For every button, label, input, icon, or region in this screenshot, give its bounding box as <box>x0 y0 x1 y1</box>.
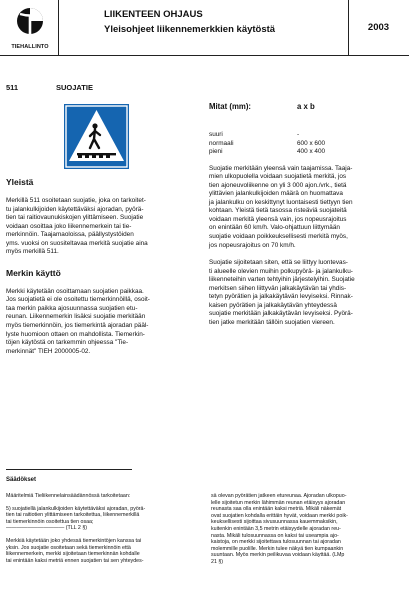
table-row <box>209 148 325 157</box>
header-title: LIIKENTEEN OHJAUS <box>104 9 203 20</box>
footnote-placement-rule-cont: sä olevan pyörätien jatkeen etureunaa. Ajoradan ulkopuo- lelle sijoitetun merkin lähimmän reunan etäisyys ajoradan reunasta saa olla enintään kaksi metriä. Mikäli näkemät ovat suojatien kohdalla erittäin hyvät, voidaan merkki poik- keuksellisesti sijoittaa sivusuunnassa kauemmaksikin, kuitenkin enintään 3,5 metrin etäisyydelle ajoradan reu- nasta. Mikäli tulosuunnassa on kaksi tai useampia ajo- kaistoja, on merkki sijoitettava tulosuunnan tai ajoradan molemmille puolille. Merkin tulee näkyä tien kumpaankin suuntaan. Myös merkin peilikuvaa voidaan käyttää. (LMp 21 §) <box>211 493 348 565</box>
page-header <box>0 0 409 56</box>
heading-general: Yleistä <box>6 177 34 187</box>
footnote-definition-intro: Määritelmiä Tieliikennelainsäädännössä tarkoitetaan: <box>6 493 131 499</box>
table-row <box>209 131 325 140</box>
size-value: 400 x 400 <box>297 148 326 156</box>
pedestrian-crossing-sign-icon <box>64 104 129 169</box>
tiehallinto-logo <box>6 6 54 52</box>
table-row <box>209 140 325 149</box>
header-divider <box>58 0 59 56</box>
logo-text: TIEHALLINTO <box>11 44 49 50</box>
size-value: - <box>297 131 300 138</box>
general-paragraph: Merkillä 511 osoitetaan suojatie, joka on tarkoitet- tu jalankulkijoiden käytettäväksi ajoradan, pyörä- tien tai raitiovaunukiskojen ylittämiseen. Suojatie voidaan osoittaa joko liikennemerkein tai tie- merkinnöin. Taajamaoloissa, päällystystöiden yms. vuoksi on suositeltavaa merkitä suojatie aina myös merkillä 511. <box>6 197 148 256</box>
footnote-definition: 5) suojatiellä jalankulkijoiden käytettäväksi ajoradan, pyörä- tien tai raitiotien ylittämiseen tarkoitettua, liikennemerkillä tai tiemerkinnöin osoitettua tien osaa; ——————————— (TLL 2 §) <box>6 505 146 532</box>
usage-paragraph: Suojatie merkitään yleensä vain taajamissa. Taaja- mien ulkopuolella voidaan suojatietä merkitä, jos tien ajoneuvoliikenne on yli 3 000 ajon./vrk., tietä ylittävien jalankulkijoiden määrä on huomattava ja jalankulku on keskittynyt luontaisesti tiettyyn tien kohtaan. Yleistä tietä tasossa risteäviä suojateitä voidaan merkitä yleensä vain, jos nopeusrajoitus on enintään 60 km/h. Valo-ohjattuun liittymään suojatie voidaan poikkeuksellisesti merkitä myös, jos nopeusrajoitus on 70 km/h. <box>209 164 353 249</box>
section-number: 511 <box>6 83 19 92</box>
footnote-left <box>6 493 202 564</box>
size-name: suuri <box>209 131 223 138</box>
footnote-placement-rule: Merkkiä käytetään joko yhdessä tiemerkintöjen kanssa tai yksin. Jos suojatie osoitetaan sekä tiemerkinnöin että liikennemerkein, merkki sijoitetaan tiemerkinnän kohdalle tai enintään kaksi metriä ennen suojatien tai sen yhteydes- <box>6 537 144 564</box>
footnote-right <box>211 493 404 566</box>
heading-sign-use: Merkin käyttö <box>6 267 61 278</box>
right-column <box>209 103 404 327</box>
dimensions-header-row <box>209 103 325 117</box>
placement-paragraph: Suojatie sijoitetaan siten, että se liittyy luontevas- ti alueelle olevien muihin polkupyörä- ja jalankulku- liikenneteihin varten tehtyihin järjestelyihin. Suojatie merkitsen siihen liittyvän jalkakäytävän tai yhdis- tetyn pyörätien ja jalkakäytävän levyiseksi. Rinnak- kaisen pyörätien ja jalkakäytävän yhteydessä suojatie merkitään jalkakäytävän levyiseksi. Pyörä- tien jatke merkitään tällöin suojatien viereen. <box>209 259 355 326</box>
dimensions-label: Mitat (mm): <box>209 102 252 111</box>
header-year: 2003 <box>367 22 390 33</box>
section-title: SUOJATIE <box>56 83 93 92</box>
dimensions-table <box>209 103 325 157</box>
size-name: normaali <box>209 139 234 147</box>
left-column <box>6 177 198 356</box>
size-name: pieni <box>209 148 223 156</box>
footnote-divider <box>6 469 132 470</box>
tiehallinto-logo-icon <box>16 6 44 36</box>
dimensions-cols: a x b <box>297 102 315 111</box>
header-subtitle: Yleisohjeet liikennemerkkien käytöstä <box>104 24 276 35</box>
size-value: 600 x 600 <box>297 139 326 147</box>
footnote-heading: Säädökset <box>6 477 37 483</box>
sign-use-paragraph: Merkki käytetään osoittamaan suojatien paikkaa. Jos suojatietä ei ole osoitettu tiemerkinnöillä, osoit- taa merkin paikka ajosuunnassa suojatien etu- reunan. Liikennemerkin lisäksi suojatie merkitään myös tiemerkinnöin, jos tiemerkintä ajoradan pääl- lyste huomioon ottaen on mahdollista. Tiemerkin- töjen käytöstä on tarkemmin ohjeessa "Tie- merkinnät" TIEH 2000005-02. <box>6 287 150 355</box>
